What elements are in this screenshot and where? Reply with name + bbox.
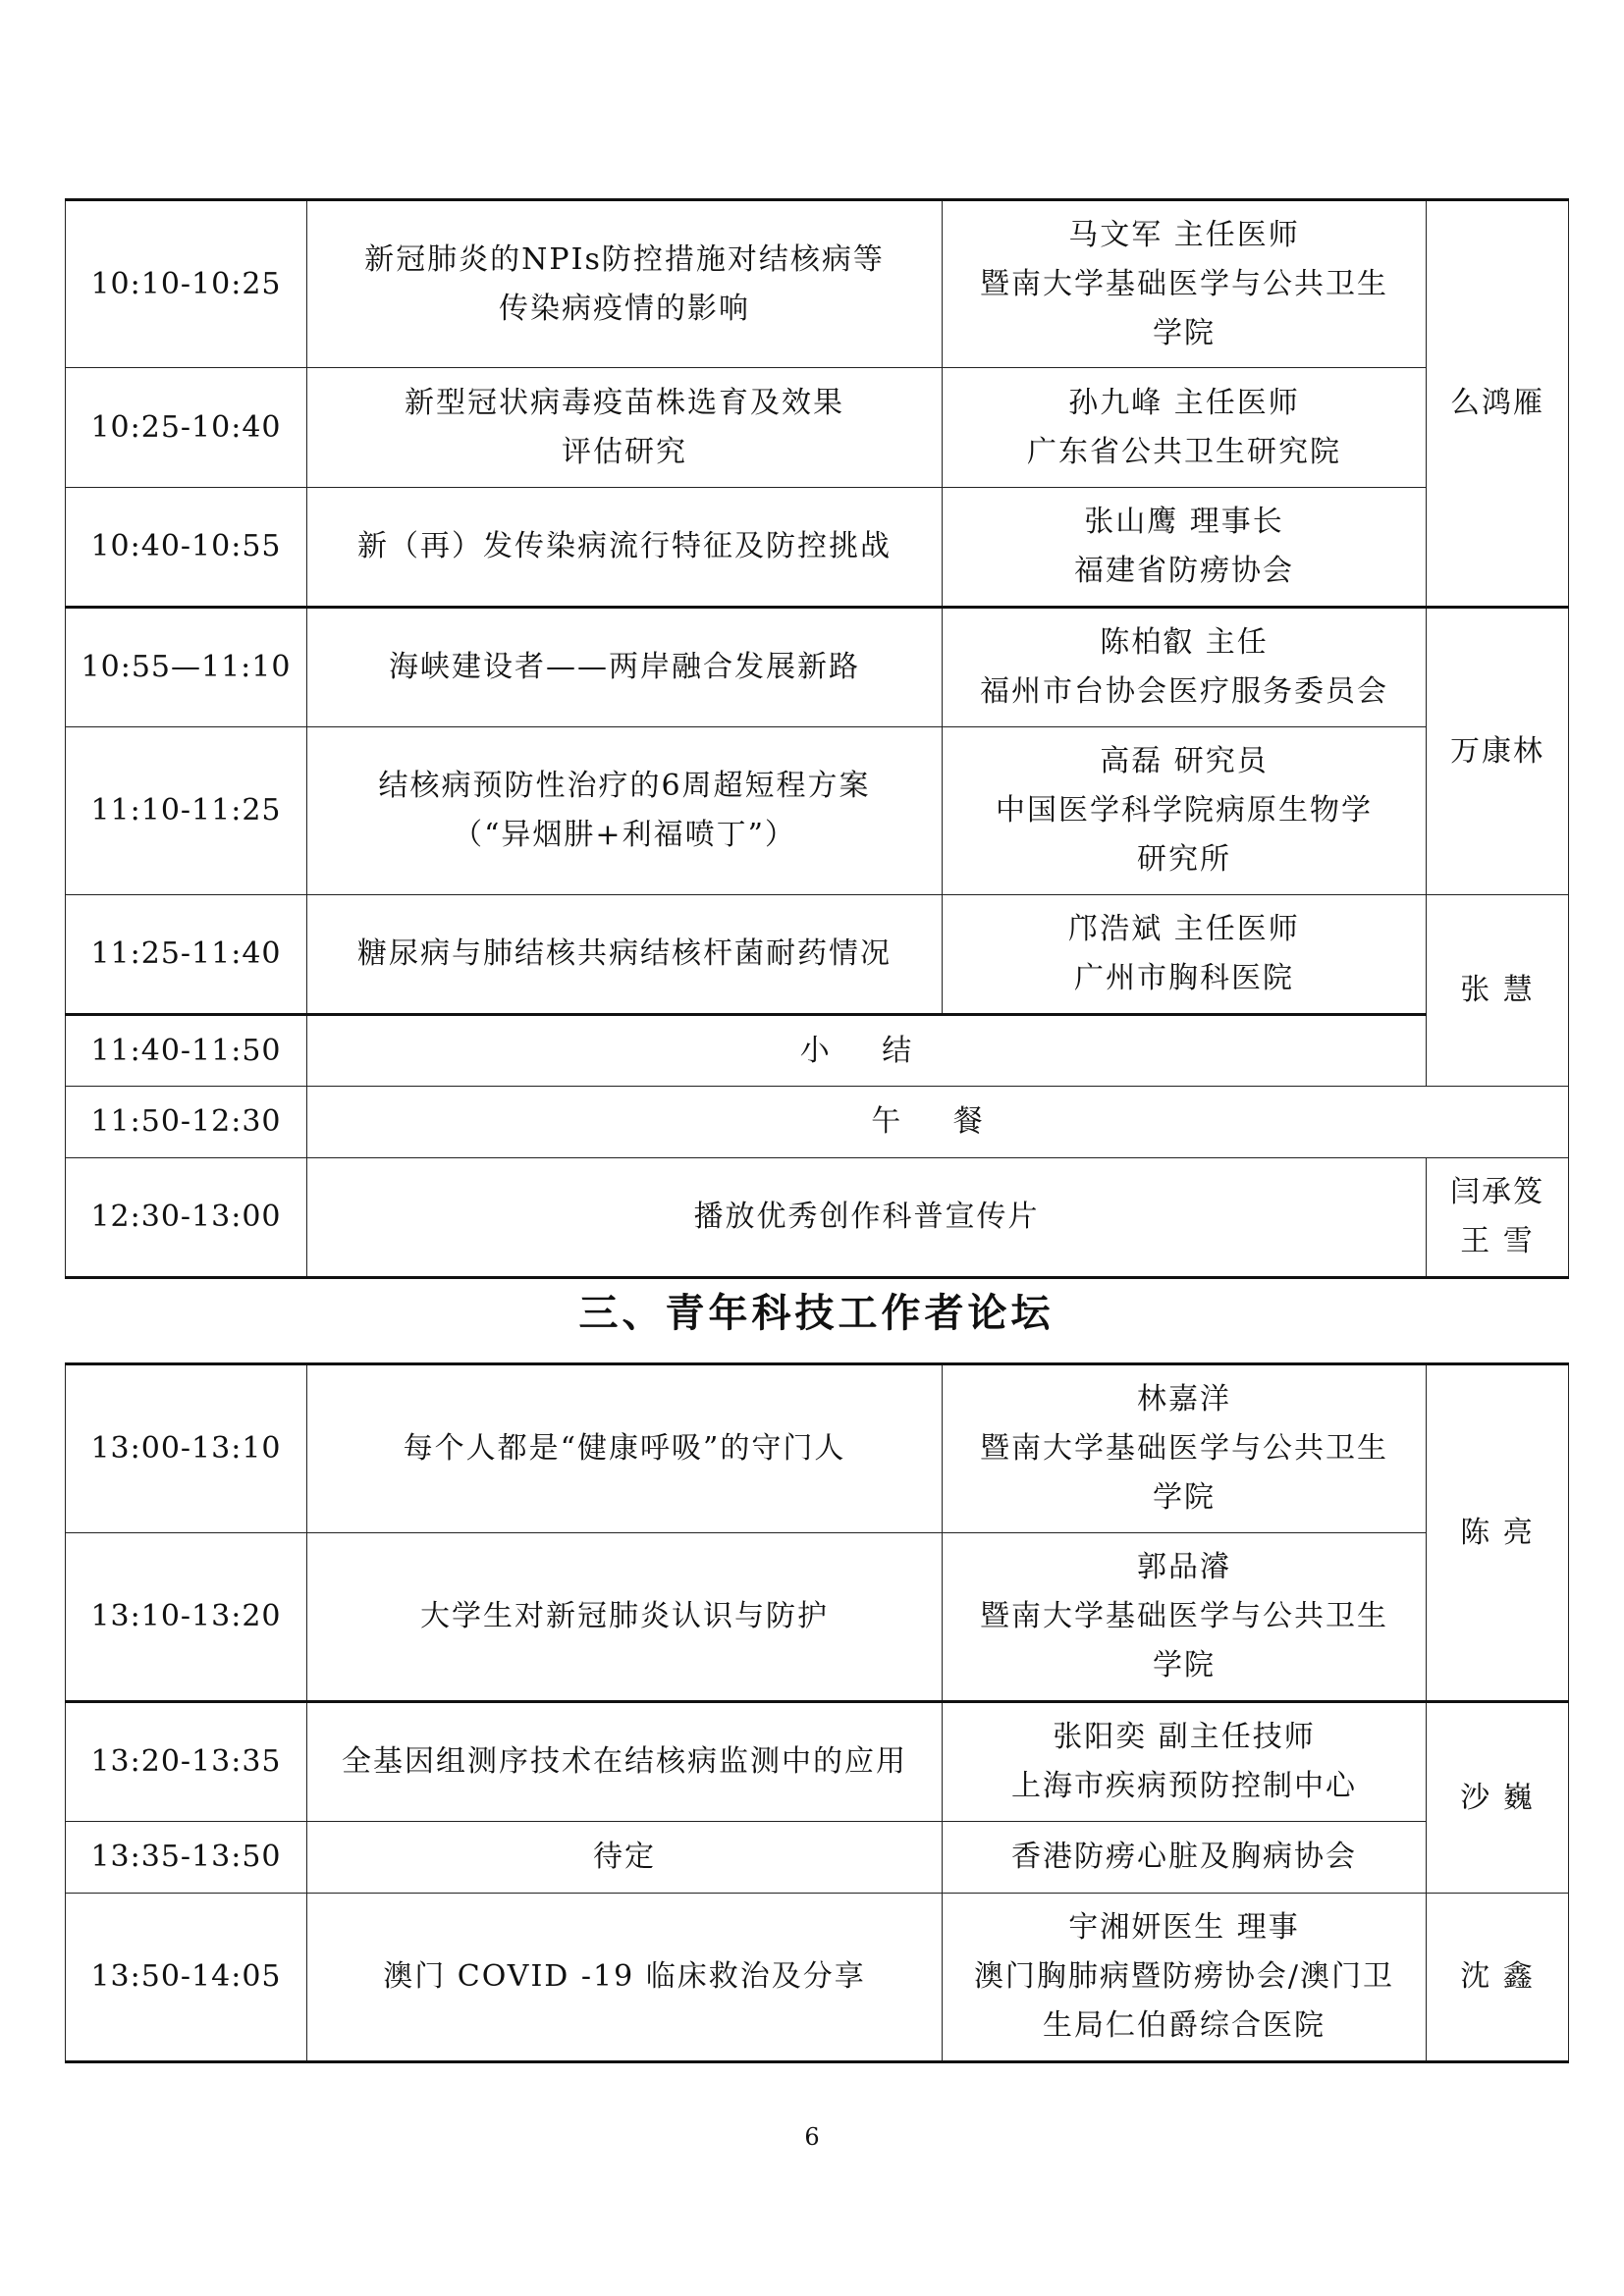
- time-cell: 11:50-12:30: [66, 1087, 307, 1158]
- topic-cell: 海峡建设者——两岸融合发展新路: [307, 608, 943, 727]
- host-cell: 么鸿雁: [1427, 200, 1569, 608]
- topic-cell: 糖尿病与肺结核共病结核杆菌耐药情况: [307, 895, 943, 1015]
- speaker-cell: 张阳奕 副主任技师 上海市疾病预防控制中心: [943, 1702, 1427, 1822]
- schedule-table-part2: [65, 1362, 1569, 2063]
- table-row: [66, 1702, 1569, 1822]
- speaker-cell: 林嘉洋 暨南大学基础医学与公共卫生 学院: [943, 1364, 1427, 1533]
- table-row: [66, 895, 1569, 1015]
- schedule-table-part1: [65, 198, 1569, 1279]
- summary-cell: 小 结: [307, 1015, 1427, 1087]
- page-number: 6: [804, 2123, 820, 2151]
- time-cell: 13:35-13:50: [66, 1822, 307, 1894]
- time-cell: 11:25-11:40: [66, 895, 307, 1015]
- table-row: [66, 1158, 1569, 1278]
- topic-cell: 澳门 COVID -19 临床救治及分享: [307, 1894, 943, 2062]
- topic-cell: 全基因组测序技术在结核病监测中的应用: [307, 1702, 943, 1822]
- speaker-cell: 邝浩斌 主任医师 广州市胸科医院: [943, 895, 1427, 1015]
- topic-cell: 结核病预防性治疗的6周超短程方案 （“异烟肼+利福喷丁”）: [307, 727, 943, 895]
- time-cell: 13:20-13:35: [66, 1702, 307, 1822]
- speaker-cell: 宇湘妍医生 理事 澳门胸肺病暨防痨协会/澳门卫 生局仁伯爵综合医院: [943, 1894, 1427, 2062]
- speaker-cell: 香港防痨心脏及胸病协会: [943, 1822, 1427, 1894]
- time-cell: 10:55—11:10: [66, 608, 307, 727]
- table-row: [66, 1364, 1569, 1533]
- topic-cell: 新冠肺炎的NPIs防控措施对结核病等 传染病疫情的影响: [307, 200, 943, 368]
- table-row: [66, 368, 1569, 488]
- table-row: [66, 1087, 1569, 1158]
- section-title: 三、青年科技工作者论坛: [578, 1290, 1055, 1336]
- time-cell: 10:25-10:40: [66, 368, 307, 488]
- time-cell: 10:40-10:55: [66, 488, 307, 608]
- speaker-cell: 孙九峰 主任医师 广东省公共卫生研究院: [943, 368, 1427, 488]
- topic-cell: 每个人都是“健康呼吸”的守门人: [307, 1364, 943, 1533]
- topic-cell: 待定: [307, 1822, 943, 1894]
- host-cell: 万康林: [1427, 608, 1569, 895]
- speaker-cell: 郭品濬 暨南大学基础医学与公共卫生 学院: [943, 1533, 1427, 1702]
- topic-cell: 播放优秀创作科普宣传片: [307, 1158, 1427, 1278]
- topic-cell: 大学生对新冠肺炎认识与防护: [307, 1533, 943, 1702]
- time-cell: 11:10-11:25: [66, 727, 307, 895]
- time-cell: 12:30-13:00: [66, 1158, 307, 1278]
- speaker-cell: 张山鹰 理事长 福建省防痨协会: [943, 488, 1427, 608]
- table-row: [66, 727, 1569, 895]
- time-cell: 10:10-10:25: [66, 200, 307, 368]
- topic-cell: 新型冠状病毒疫苗株选育及效果 评估研究: [307, 368, 943, 488]
- time-cell: 13:00-13:10: [66, 1364, 307, 1533]
- table-row: [66, 488, 1569, 608]
- time-cell: 13:50-14:05: [66, 1894, 307, 2062]
- table-row: [66, 608, 1569, 727]
- speaker-cell: 马文军 主任医师 暨南大学基础医学与公共卫生 学院: [943, 200, 1427, 368]
- table-row: [66, 1822, 1569, 1894]
- host-cell: 张 慧: [1427, 895, 1569, 1087]
- host-cell: 闫承笈 王 雪: [1427, 1158, 1569, 1278]
- time-cell: 11:40-11:50: [66, 1015, 307, 1087]
- lunch-cell: 午 餐: [307, 1087, 1569, 1158]
- table-row: [66, 1894, 1569, 2062]
- time-cell: 13:10-13:20: [66, 1533, 307, 1702]
- speaker-cell: 陈柏叡 主任 福州市台协会医疗服务委员会: [943, 608, 1427, 727]
- table-row: [66, 200, 1569, 368]
- host-cell: 陈 亮: [1427, 1364, 1569, 1702]
- host-cell: 沈 鑫: [1427, 1894, 1569, 2062]
- speaker-cell: 高磊 研究员 中国医学科学院病原生物学 研究所: [943, 727, 1427, 895]
- table-row: [66, 1015, 1569, 1087]
- topic-cell: 新（再）发传染病流行特征及防控挑战: [307, 488, 943, 608]
- host-cell: 沙 巍: [1427, 1702, 1569, 1894]
- table-row: [66, 1533, 1569, 1702]
